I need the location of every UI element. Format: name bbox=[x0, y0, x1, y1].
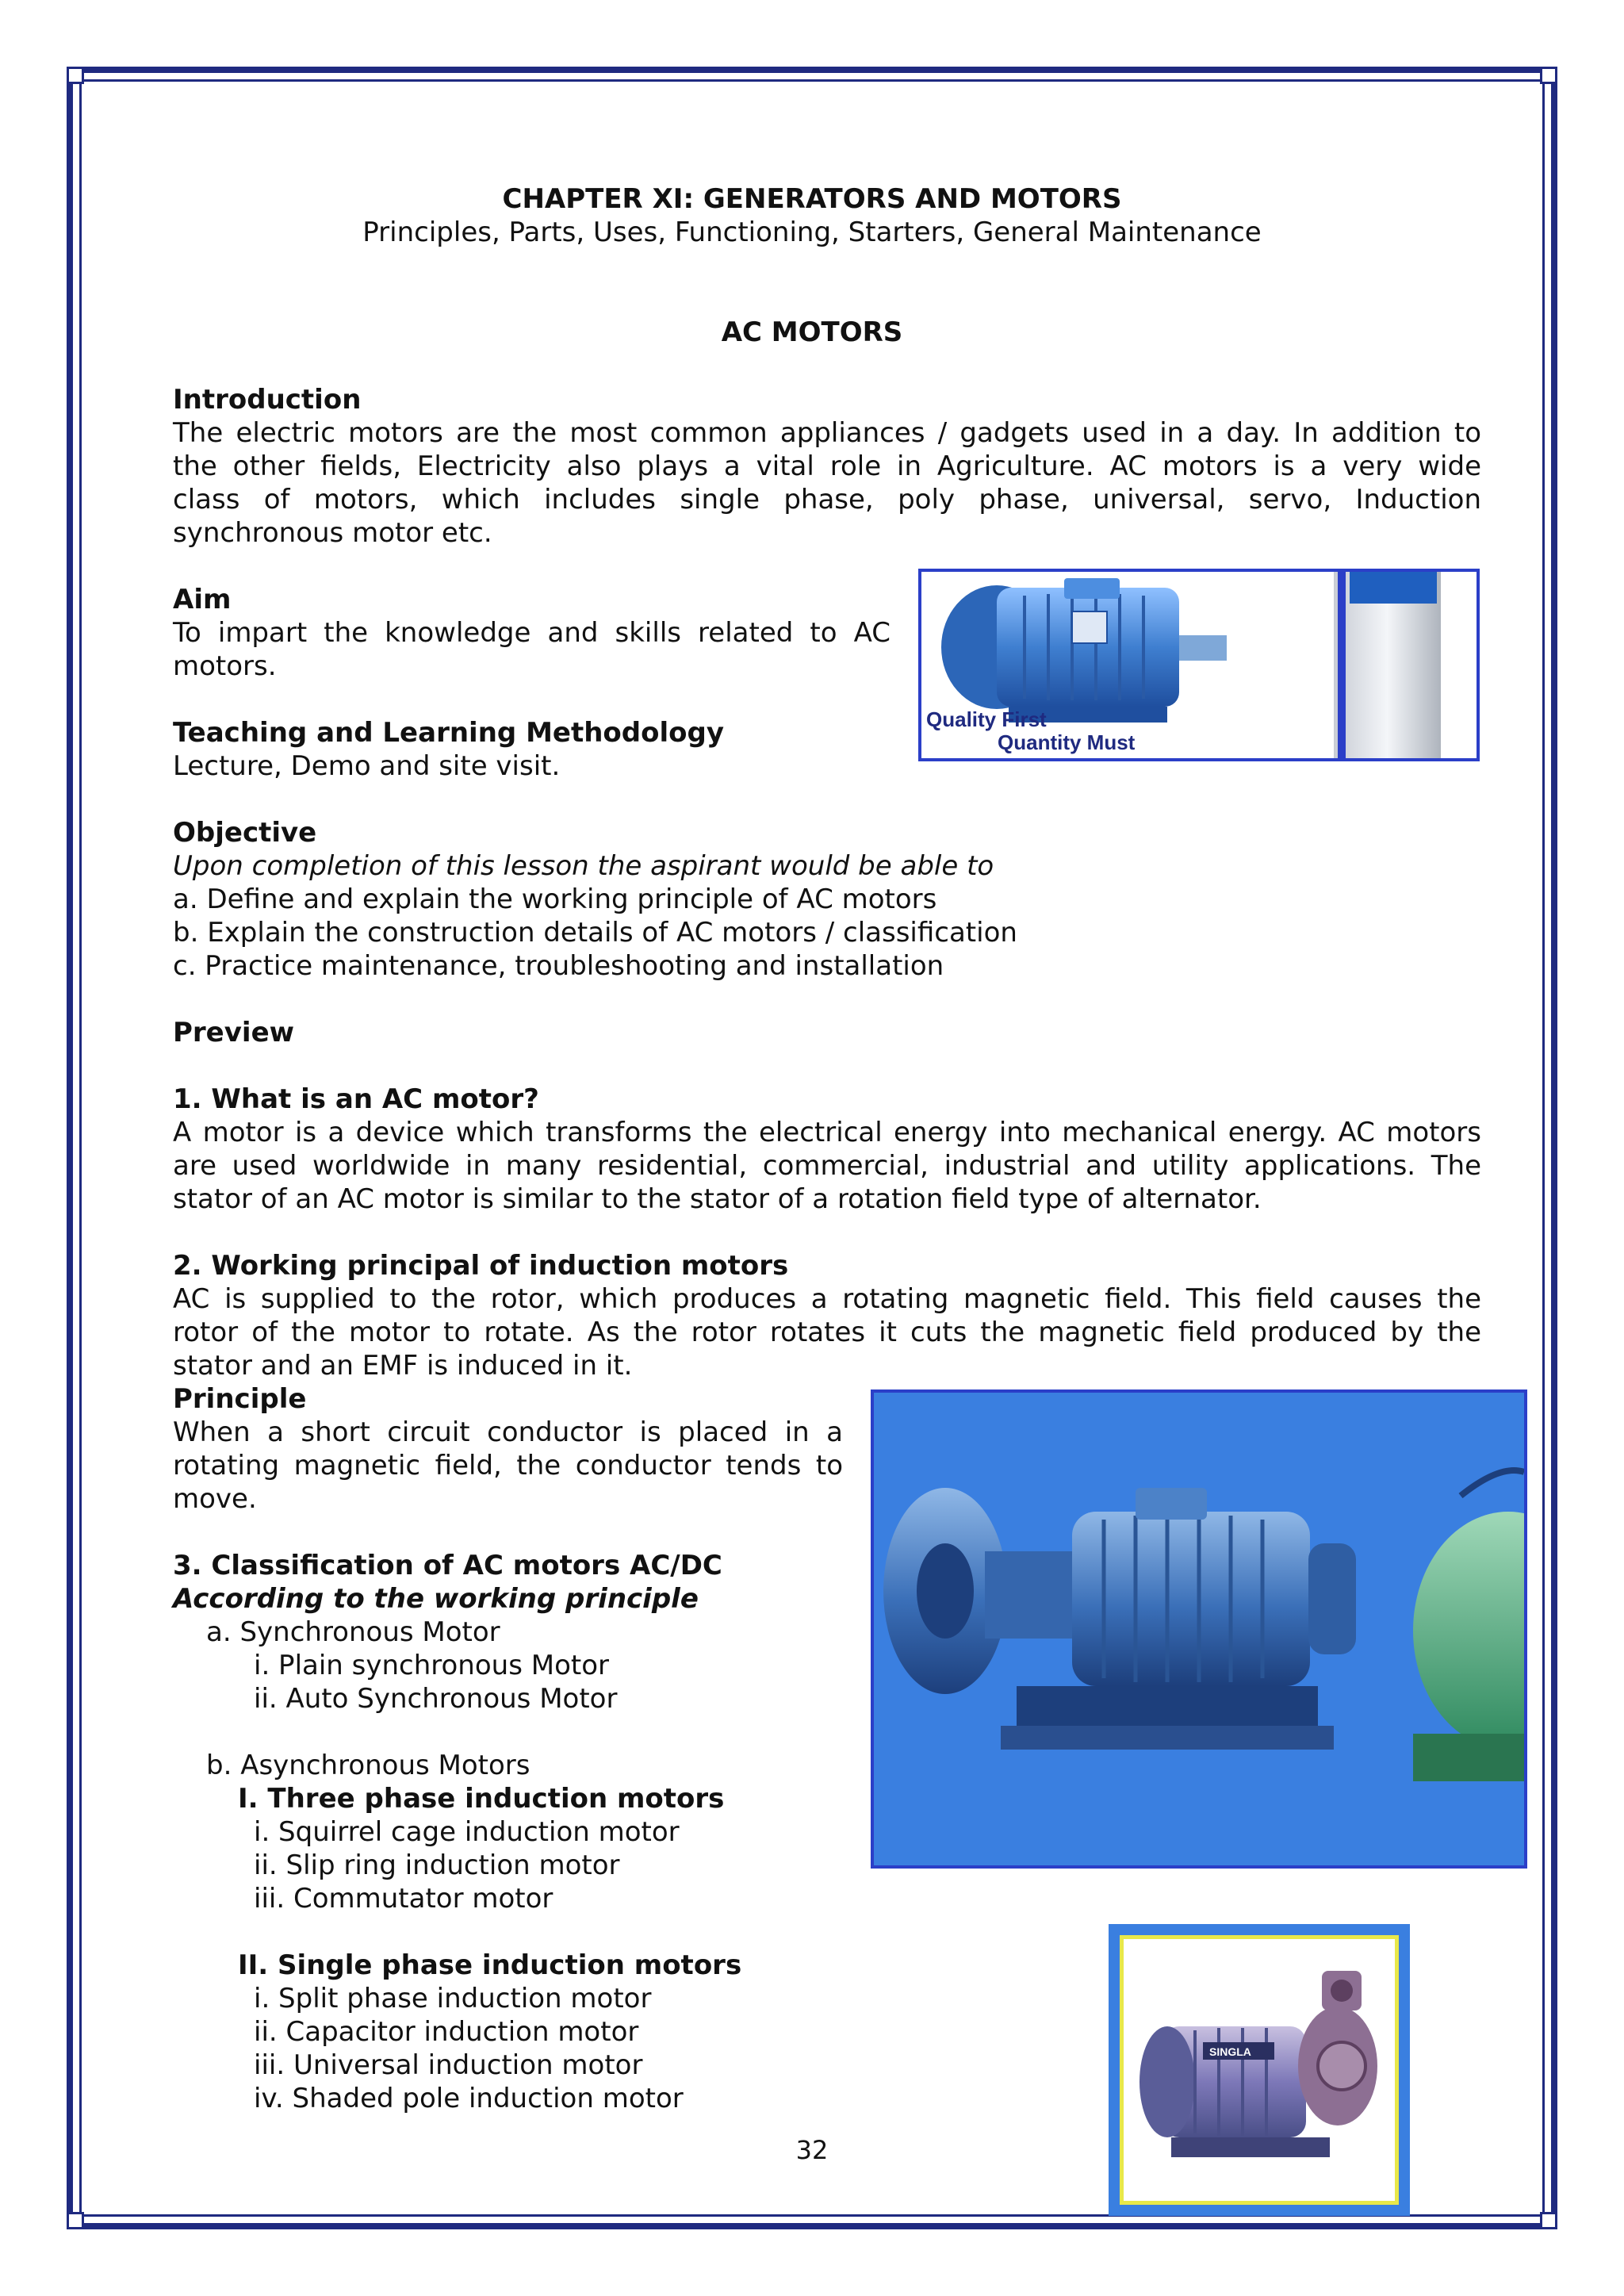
class-b2-item: iv. Shaded pole induction motor bbox=[254, 2083, 684, 2114]
principle-line: move. bbox=[173, 1483, 257, 1515]
q1-line: A motor is a device which transforms the electrical energy into mechanical energy. AC motors bbox=[173, 1117, 1481, 1148]
q1-line: are used worldwide in many residential, commercial, industrial and utility applications. The bbox=[173, 1150, 1481, 1182]
q2-line: AC is supplied to the rotor, which produces a rotating magnetic field. This field causes the bbox=[173, 1283, 1481, 1315]
class-b1-item: ii. Slip ring induction motor bbox=[254, 1849, 620, 1881]
q3-subheading: According to the working principle bbox=[173, 1583, 699, 1615]
class-b2-item: i. Split phase induction motor bbox=[254, 1983, 652, 2014]
image-caption-quality: Quality First bbox=[926, 707, 1047, 731]
class-b1: I. Three phase induction motors bbox=[238, 1783, 725, 1815]
preview-heading: Preview bbox=[173, 1017, 295, 1048]
objective-item: a. Define and explain the working principle of AC motors bbox=[173, 884, 937, 915]
section-title: AC MOTORS bbox=[721, 316, 903, 348]
class-a-item: ii. Auto Synchronous Motor bbox=[254, 1683, 618, 1715]
intro-line: the other fields, Electricity also plays a vital role in Agriculture. AC motors is a very wide bbox=[173, 450, 1481, 482]
aim-line: motors. bbox=[173, 650, 277, 682]
aim-heading: Aim bbox=[173, 584, 232, 615]
intro-line: synchronous motor etc. bbox=[173, 517, 492, 549]
q2-heading: 2. Working principal of induction motors bbox=[173, 1250, 789, 1282]
motor-brand-label: SINGLA bbox=[1209, 2045, 1251, 2058]
page-number: 32 bbox=[795, 2135, 829, 2165]
image-caption-quantity: Quantity Must bbox=[998, 730, 1136, 754]
intro-line: class of motors, which includes single phase, poly phase, universal, servo, Induction bbox=[173, 484, 1481, 516]
principle-heading: Principle bbox=[173, 1383, 307, 1415]
q3-heading: 3. Classification of AC motors AC/DC bbox=[173, 1550, 722, 1581]
class-b1-item: iii. Commutator motor bbox=[254, 1883, 553, 1915]
methodology-text: Lecture, Demo and site visit. bbox=[173, 750, 561, 782]
class-a: a. Synchronous Motor bbox=[206, 1616, 500, 1648]
q2-line: rotor of the motor to rotate. As the rotor rotates it cuts the magnetic field produced by the bbox=[173, 1317, 1481, 1348]
principle-line: When a short circuit conductor is placed in a bbox=[173, 1416, 843, 1448]
objective-lead: Upon completion of this lesson the aspirant would be able to bbox=[173, 850, 994, 882]
class-b: b. Asynchronous Motors bbox=[206, 1750, 530, 1781]
class-b2: II. Single phase induction motors bbox=[238, 1949, 742, 1981]
motor-image-3 bbox=[1109, 1924, 1410, 2216]
aim-line: To impart the knowledge and skills related to AC bbox=[173, 617, 891, 649]
motor-image-2 bbox=[871, 1389, 1527, 1869]
intro-line: The electric motors are the most common appliances / gadgets used in a day. In addition to bbox=[173, 417, 1481, 449]
motor-illustration-1 bbox=[921, 572, 1477, 758]
q1-line: stator of an AC motor is similar to the stator of a rotation field type of alternator. bbox=[173, 1183, 1262, 1215]
class-b2-item: ii. Capacitor induction motor bbox=[254, 2016, 639, 2048]
principle-line: rotating magnetic field, the conductor tends to bbox=[173, 1450, 843, 1481]
class-b2-item: iii. Universal induction motor bbox=[254, 2049, 643, 2081]
chapter-title: CHAPTER XI: GENERATORS AND MOTORS bbox=[502, 183, 1122, 215]
class-b1-item: i. Squirrel cage induction motor bbox=[254, 1816, 680, 1848]
methodology-heading: Teaching and Learning Methodology bbox=[173, 717, 724, 749]
chapter-subtitle: Principles, Parts, Uses, Functioning, Starters, General Maintenance bbox=[362, 217, 1262, 248]
intro-heading: Introduction bbox=[173, 384, 362, 416]
objective-heading: Objective bbox=[173, 817, 317, 849]
motor-image-1 bbox=[918, 569, 1480, 761]
motor-illustration-2 bbox=[874, 1393, 1524, 1865]
objective-item: c. Practice maintenance, troubleshooting and installation bbox=[173, 950, 944, 982]
q1-heading: 1. What is an AC motor? bbox=[173, 1083, 539, 1115]
q2-line: stator and an EMF is induced in it. bbox=[173, 1350, 633, 1382]
class-a-item: i. Plain synchronous Motor bbox=[254, 1650, 609, 1681]
objective-item: b. Explain the construction details of AC motors / classification bbox=[173, 917, 1017, 949]
